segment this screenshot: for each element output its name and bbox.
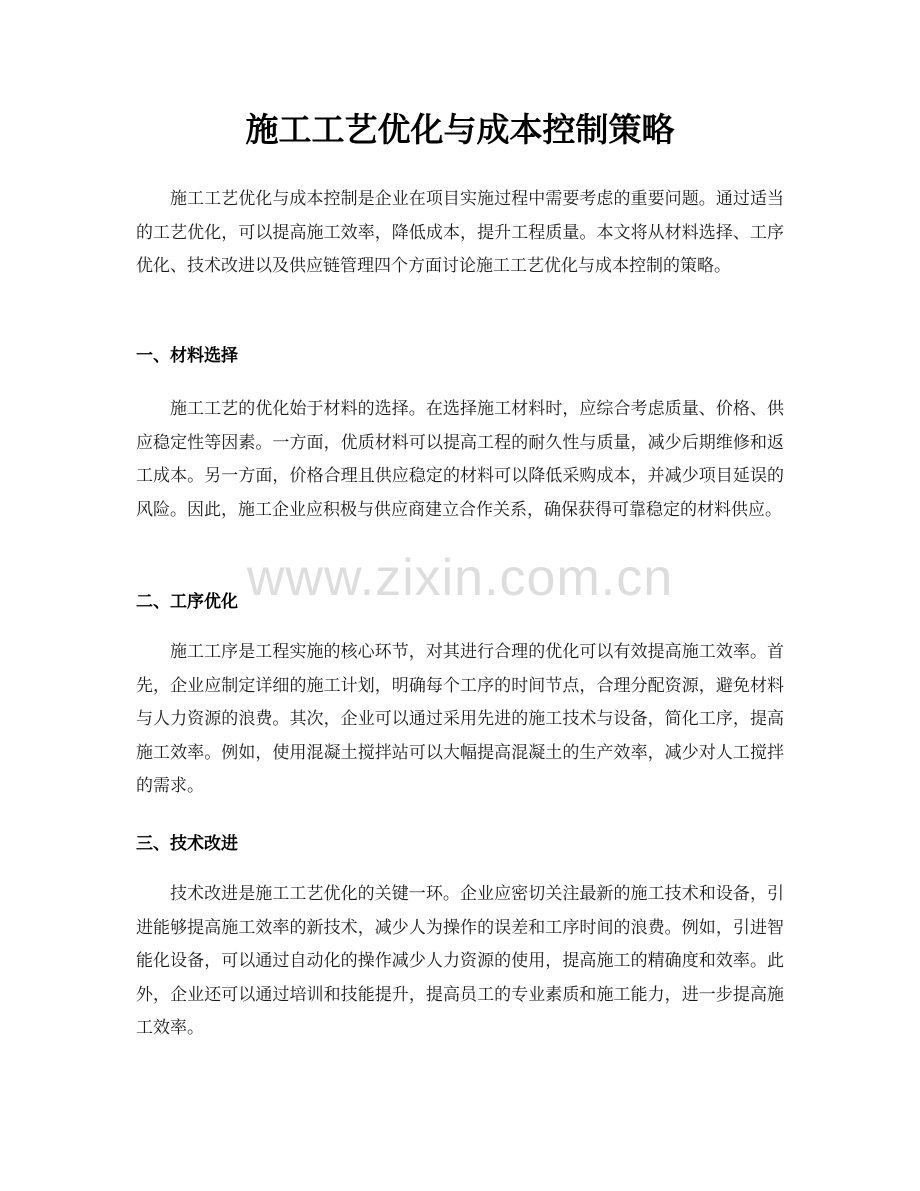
section-heading-technology: 三、技术改进 (136, 834, 238, 854)
document-title: 施工工艺优化与成本控制策略 (245, 110, 675, 149)
section-body-process: 施工工序是工程实施的核心环节，对其进行合理的优化可以有效提高施工效率。首先，企业应制定详细的施工计划，明确每个工序的时间节点，合理分配资源，避免材料与人力资源的浪费。其次，企业可以通过采用先进的施工技术与设备，简化工序，提高施工效率。例如，使用混凝土搅拌站可以大幅提高混凝土的生产效率，减少对人工搅拌的需求。 (136, 642, 784, 797)
section-heading-materials: 一、材料选择 (136, 346, 238, 366)
section-body-materials: 施工工艺的优化始于材料的选择。在选择施工材料时，应综合考虑质量、价格、供应稳定性等因素。一方面，优质材料可以提高工程的耐久性与质量，减少后期维修和返工成本。另一方面，价格合理且供应稳定的材料可以降低采购成本，并减少项目延误的风险。因此，施工企业应积极与供应商建立合作关系，确保获得可靠稳定的材料供应。 (136, 399, 784, 520)
section-heading-process: 二、工序优化 (136, 592, 238, 612)
section-body-technology: 技术改进是施工工艺优化的关键一环。企业应密切关注最新的施工技术和设备，引进能够提高施工效率的新技术，减少人为操作的误差和工序时间的浪费。例如，引进智能化设备，可以通过自动化的操作减少人力资源的使用，提高施工的精确度和效率。此外，企业还可以通过培训和技能提升，提高员工的专业素质和施工能力，进一步提高施工效率。 (136, 884, 784, 1039)
watermark: www.zixin.com.cn (246, 549, 674, 607)
intro-paragraph: 施工工艺优化与成本控制是企业在项目实施过程中需要考虑的重要问题。通过适当的工艺优化，可以提高施工效率，降低成本，提升工程质量。本文将从材料选择、工序优化、技术改进以及供应链管理四个方面讨论施工工艺优化与成本控制的策略。 (136, 189, 784, 277)
